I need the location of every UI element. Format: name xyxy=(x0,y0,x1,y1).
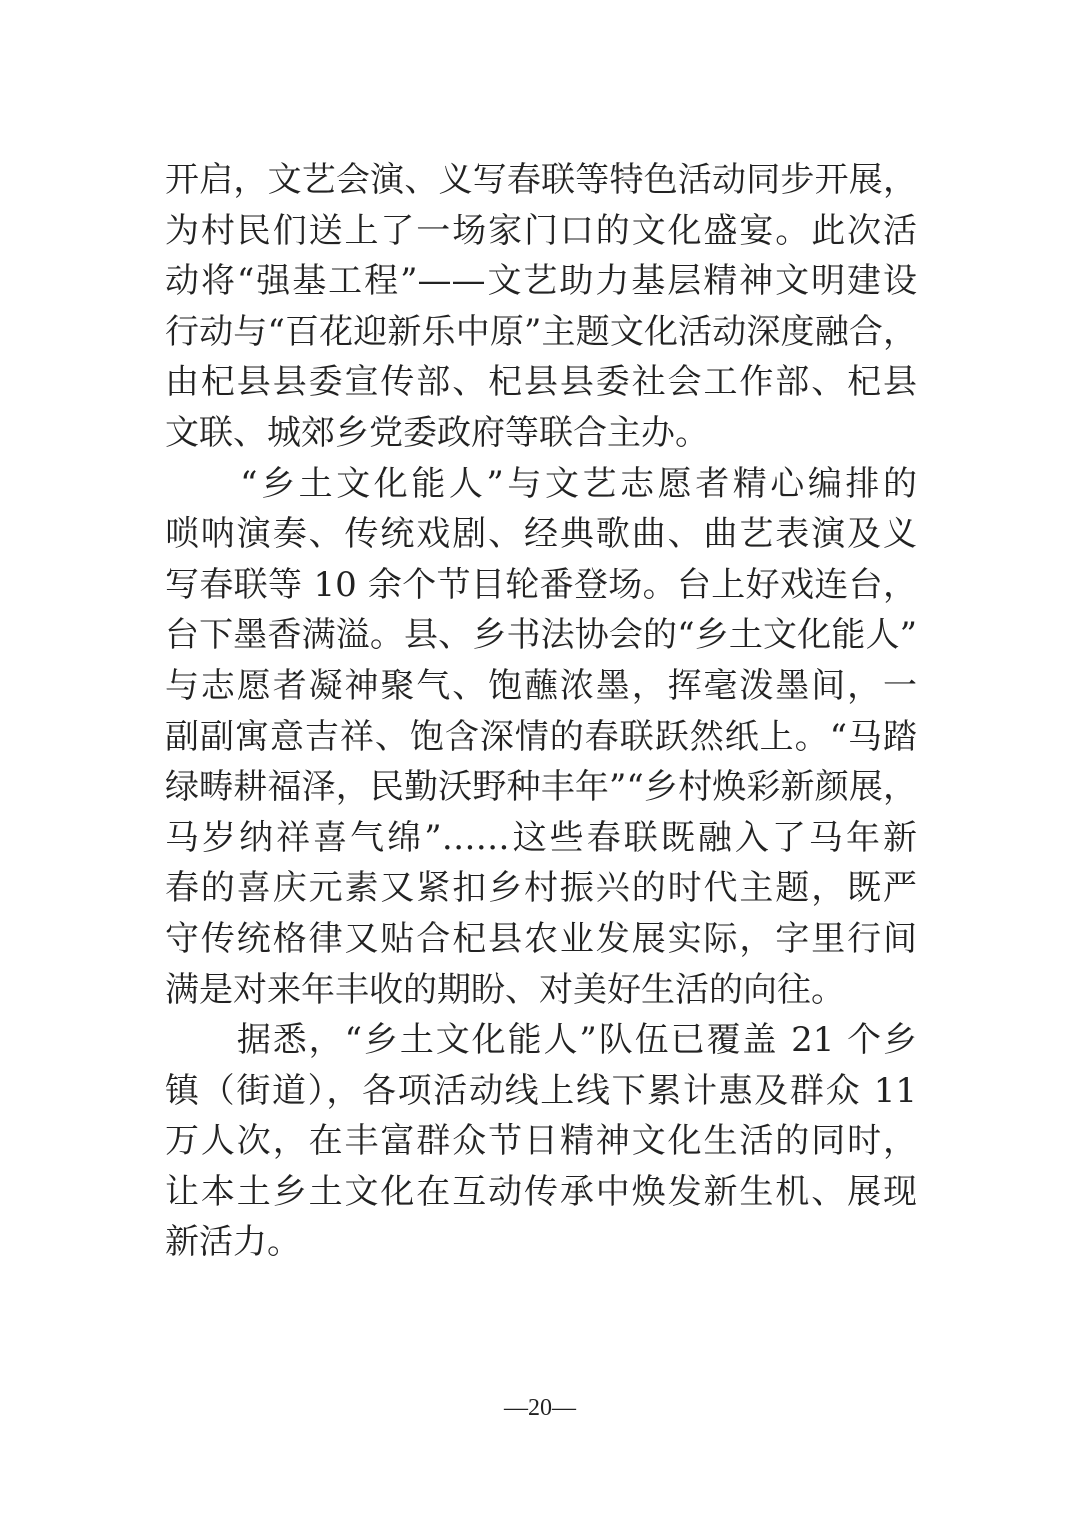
paragraph-3 xyxy=(165,1015,917,1268)
body-text xyxy=(165,155,917,1268)
text-line: 新活力。 xyxy=(165,1222,301,1263)
text-line: 副副寓意吉祥、饱含深情的春联跃然纸上。“马踏 xyxy=(165,716,917,757)
text-line: 守传统格律又贴合杞县农业发展实际，字里行间 xyxy=(165,918,917,959)
text-line: 据悉，“乡土文化能人”队伍已覆盖 21 个乡 xyxy=(165,1020,917,1061)
text-line: 台下墨香满溢。县、乡书法协会的“乡土文化能人” xyxy=(165,615,917,656)
text-line: 绿畴耕福泽，民勤沃野种丰年”“乡村焕彩新颜展， xyxy=(165,767,917,808)
text-line: 万人次，在丰富群众节日精神文化生活的同时， xyxy=(165,1121,917,1162)
paragraph-1 xyxy=(165,155,917,459)
page-number: —20— xyxy=(504,1395,576,1421)
text-line: 马岁纳祥喜气绵”……这些春联既融入了马年新 xyxy=(165,817,917,858)
text-line: 行动与“百花迎新乐中原”主题文化活动深度融合， xyxy=(165,311,917,352)
text-line: 与志愿者凝神聚气、饱蘸浓墨，挥毫泼墨间，一 xyxy=(165,665,917,706)
text-line: 由杞县县委宣传部、杞县县委社会工作部、杞县 xyxy=(165,362,917,403)
text-line: 让本土乡土文化在互动传承中焕发新生机、展现 xyxy=(165,1171,917,1212)
paragraph-2 xyxy=(165,459,917,1016)
text-line: 满是对来年丰收的期盼、对美好生活的向往。 xyxy=(165,969,845,1010)
text-line: 唢呐演奏、传统戏剧、经典歌曲、曲艺表演及义 xyxy=(165,514,917,555)
text-line: 动将“强基工程”——文艺助力基层精神文明建设 xyxy=(165,261,917,302)
text-line: 为村民们送上了一场家门口的文化盛宴。此次活 xyxy=(165,210,917,251)
text-line: 开启，文艺会演、义写春联等特色活动同步开展， xyxy=(165,160,917,200)
text-line: 春的喜庆元素又紧扣乡村振兴的时代主题，既严 xyxy=(165,868,917,909)
text-line: 镇（街道），各项活动线上线下累计惠及群众 11 xyxy=(165,1070,917,1111)
text-line: 文联、城郊乡党委政府等联合主办。 xyxy=(165,412,709,453)
text-line: “乡土文化能人”与文艺志愿者精心编排的 xyxy=(165,463,917,504)
text-line: 写春联等 10 余个节目轮番登场。台上好戏连台， xyxy=(165,564,917,605)
